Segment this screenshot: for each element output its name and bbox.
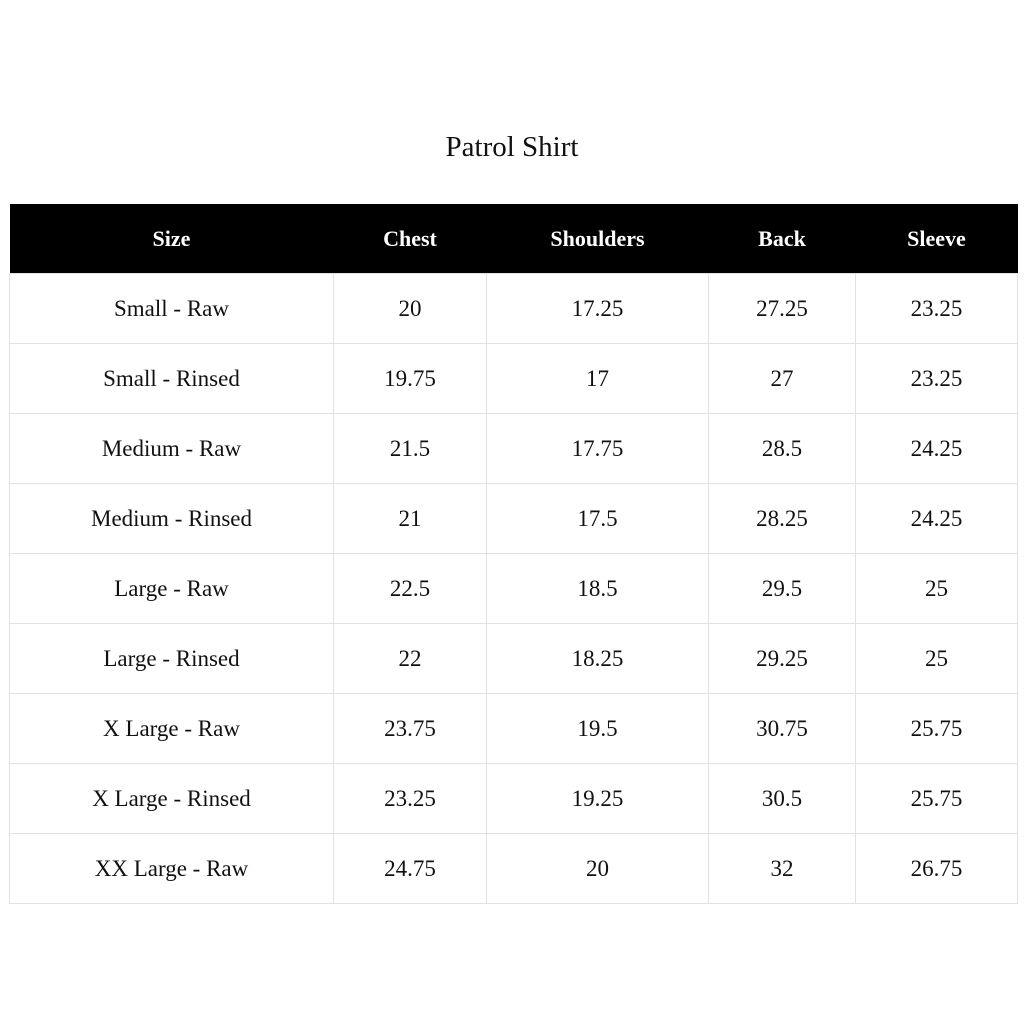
cell-size: Medium - Raw <box>10 414 334 484</box>
cell-shoulders: 19.5 <box>487 694 709 764</box>
table-row <box>10 554 1018 624</box>
cell-back: 29.5 <box>709 554 856 624</box>
cell-back: 29.25 <box>709 624 856 694</box>
cell-sleeve: 25.75 <box>856 764 1018 834</box>
cell-chest: 19.75 <box>334 344 487 414</box>
page-title: Patrol Shirt <box>445 131 579 163</box>
cell-back: 32 <box>709 834 856 904</box>
cell-back: 30.5 <box>709 764 856 834</box>
cell-shoulders: 17.5 <box>487 484 709 554</box>
cell-size: X Large - Rinsed <box>10 764 334 834</box>
cell-back: 27.25 <box>709 274 856 344</box>
cell-sleeve: 25 <box>856 624 1018 694</box>
cell-back: 28.5 <box>709 414 856 484</box>
cell-chest: 23.25 <box>334 764 487 834</box>
cell-chest: 24.75 <box>334 834 487 904</box>
cell-shoulders: 18.25 <box>487 624 709 694</box>
cell-shoulders: 20 <box>487 834 709 904</box>
table-row <box>10 624 1018 694</box>
cell-chest: 21.5 <box>334 414 487 484</box>
cell-shoulders: 17.75 <box>487 414 709 484</box>
cell-sleeve: 25.75 <box>856 694 1018 764</box>
cell-size: Medium - Rinsed <box>10 484 334 554</box>
cell-chest: 21 <box>334 484 487 554</box>
table-row <box>10 274 1018 344</box>
cell-back: 27 <box>709 344 856 414</box>
cell-size: Small - Raw <box>10 274 334 344</box>
header-shoulders: Shoulders <box>487 204 709 274</box>
table-row <box>10 834 1018 904</box>
table-row <box>10 344 1018 414</box>
size-chart-table <box>9 204 1018 904</box>
cell-chest: 22 <box>334 624 487 694</box>
cell-size: XX Large - Raw <box>10 834 334 904</box>
cell-sleeve: 24.25 <box>856 414 1018 484</box>
cell-size: Large - Rinsed <box>10 624 334 694</box>
cell-back: 30.75 <box>709 694 856 764</box>
cell-size: Large - Raw <box>10 554 334 624</box>
cell-shoulders: 17 <box>487 344 709 414</box>
cell-size: Small - Rinsed <box>10 344 334 414</box>
table-row <box>10 764 1018 834</box>
header-size: Size <box>10 204 334 274</box>
cell-sleeve: 23.25 <box>856 274 1018 344</box>
cell-shoulders: 17.25 <box>487 274 709 344</box>
cell-sleeve: 23.25 <box>856 344 1018 414</box>
header-sleeve: Sleeve <box>856 204 1018 274</box>
cell-shoulders: 18.5 <box>487 554 709 624</box>
cell-chest: 20 <box>334 274 487 344</box>
cell-back: 28.25 <box>709 484 856 554</box>
cell-shoulders: 19.25 <box>487 764 709 834</box>
cell-sleeve: 24.25 <box>856 484 1018 554</box>
header-back: Back <box>709 204 856 274</box>
header-chest: Chest <box>334 204 487 274</box>
cell-chest: 22.5 <box>334 554 487 624</box>
cell-chest: 23.75 <box>334 694 487 764</box>
cell-sleeve: 25 <box>856 554 1018 624</box>
table-row <box>10 484 1018 554</box>
cell-size: X Large - Raw <box>10 694 334 764</box>
table-row <box>10 414 1018 484</box>
table-row <box>10 694 1018 764</box>
cell-sleeve: 26.75 <box>856 834 1018 904</box>
table-header-row <box>10 204 1018 274</box>
